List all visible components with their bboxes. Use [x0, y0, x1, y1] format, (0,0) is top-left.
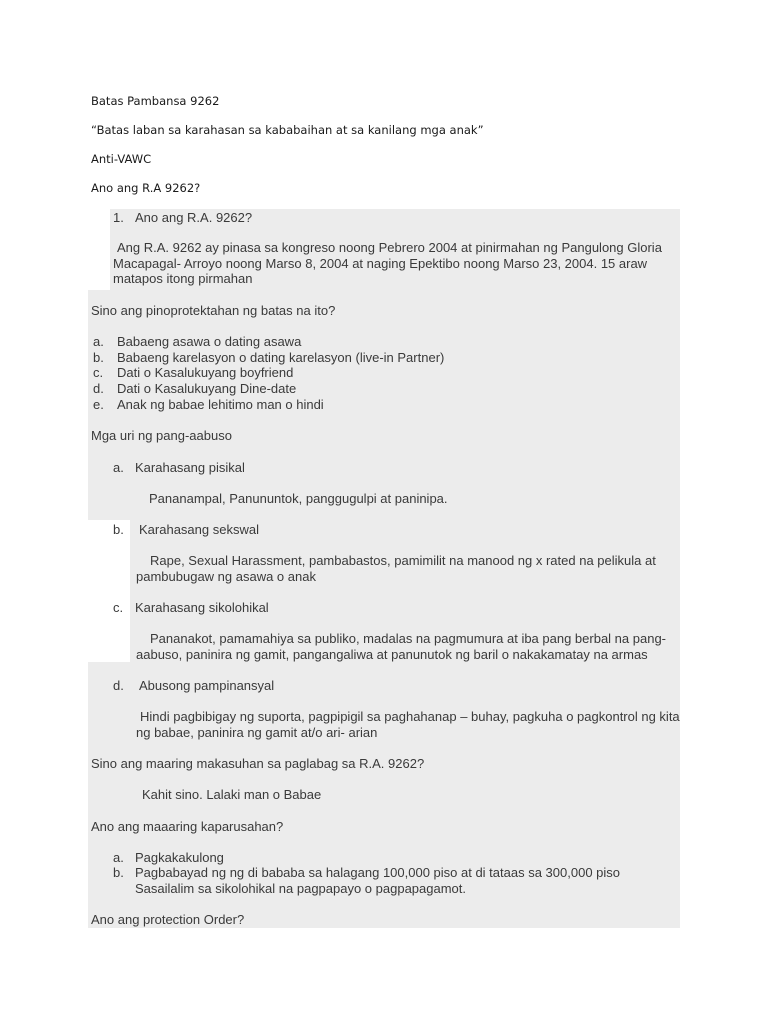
section-heading-protected: Sino ang pinoprotektahan ng batas na ito? [91, 303, 336, 318]
list-marker: 1. [113, 210, 124, 225]
section-heading-abuse: Mga uri ng pang-aabuso [91, 428, 232, 443]
list-marker: c. [93, 365, 104, 380]
penalty-item: Pagbabayad ng ng di bababa sa halagang 100,000 piso at di tataas sa 300,000 piso [135, 865, 621, 880]
abuse-type-title: Karahasang sekswal [139, 522, 259, 537]
abuse-type-title: Karahasang sikolohikal [135, 600, 269, 615]
abuse-type-desc: Pananakot, pamamahiya sa publiko, madalas na pagmumura at iba pang berbal na pang-aabuso, paninira ng gamit, pangangaliwa at panunutok ng baril o nakakamatay na armas [136, 631, 667, 662]
list-marker: d. [113, 678, 124, 693]
section-heading-question: Ano ang R.A 9262? [91, 181, 201, 195]
abuse-type-title: Karahasang pisikal [135, 460, 245, 475]
abuse-type-desc: Hindi pagbibigay ng suporta, pagpipigil sa paghahanap – buhay, pagkuha o pagkontrol ng kita ng babae, paninira ng gamit at/o ari- arian [136, 709, 680, 740]
doc-title: Batas Pambansa 9262 [91, 94, 220, 108]
penalty-item: Pagkakakulong [135, 850, 224, 865]
list-item: Dati o Kasalukuyang boyfriend [117, 365, 294, 380]
list-marker: b. [93, 350, 104, 365]
abuse-type-desc: Rape, Sexual Harassment, pambabastos, pamimilit na manood ng x rated na pelikula at pambubugaw ng asawa o anak [136, 553, 656, 584]
section-heading-sued: Sino ang maaring makasuhan sa paglabag sa R.A. 9262? [91, 756, 425, 771]
list-marker: a. [93, 334, 104, 349]
list-marker: e. [93, 397, 104, 412]
list-marker: b. [113, 865, 124, 880]
section-heading-protection: Ano ang protection Order? [91, 912, 245, 927]
list-marker: c. [113, 600, 124, 615]
list-marker: d. [93, 381, 104, 396]
list-item: Dati o Kasalukuyang Dine-date [117, 381, 297, 396]
list-marker: a. [113, 850, 124, 865]
penalty-continuation: Sasailalim sa sikolohikal na pagpapayo o pagpapagamot. [135, 881, 466, 896]
sued-answer: Kahit sino. Lalaki man o Babae [142, 787, 322, 802]
list-item: Babaeng asawa o dating asawa [117, 334, 302, 349]
q1-text: Ano ang R.A. 9262? [135, 210, 253, 225]
q1-answer: Ang R.A. 9262 ay pinasa sa kongreso noong Pebrero 2004 at pinirmahan ng Pangulong Gloria Macapagal- Arroyo noong Marso 8, 2004 at naging Epektibo noong Marso 23, 2004. 15 araw matapos itong pirmahan [113, 240, 662, 286]
abuse-type-desc: Pananampal, Panununtok, panggugulpi at paninipa. [149, 491, 448, 506]
doc-subtitle: “Batas laban sa karahasan sa kababaihan at sa kanilang mga anak” [91, 123, 484, 137]
doc-acronym: Anti-VAWC [91, 152, 152, 166]
list-item: Anak ng babae lehitimo man o hindi [117, 397, 324, 412]
list-marker: b. [113, 522, 124, 537]
section-heading-penalty: Ano ang maaaring kaparusahan? [91, 819, 284, 834]
shaded-block-bottom [88, 752, 680, 928]
list-item: Babaeng karelasyon o dating karelasyon (live-in Partner) [117, 350, 445, 365]
list-marker: a. [113, 460, 124, 475]
abuse-type-title: Abusong pampinansyal [139, 678, 275, 693]
